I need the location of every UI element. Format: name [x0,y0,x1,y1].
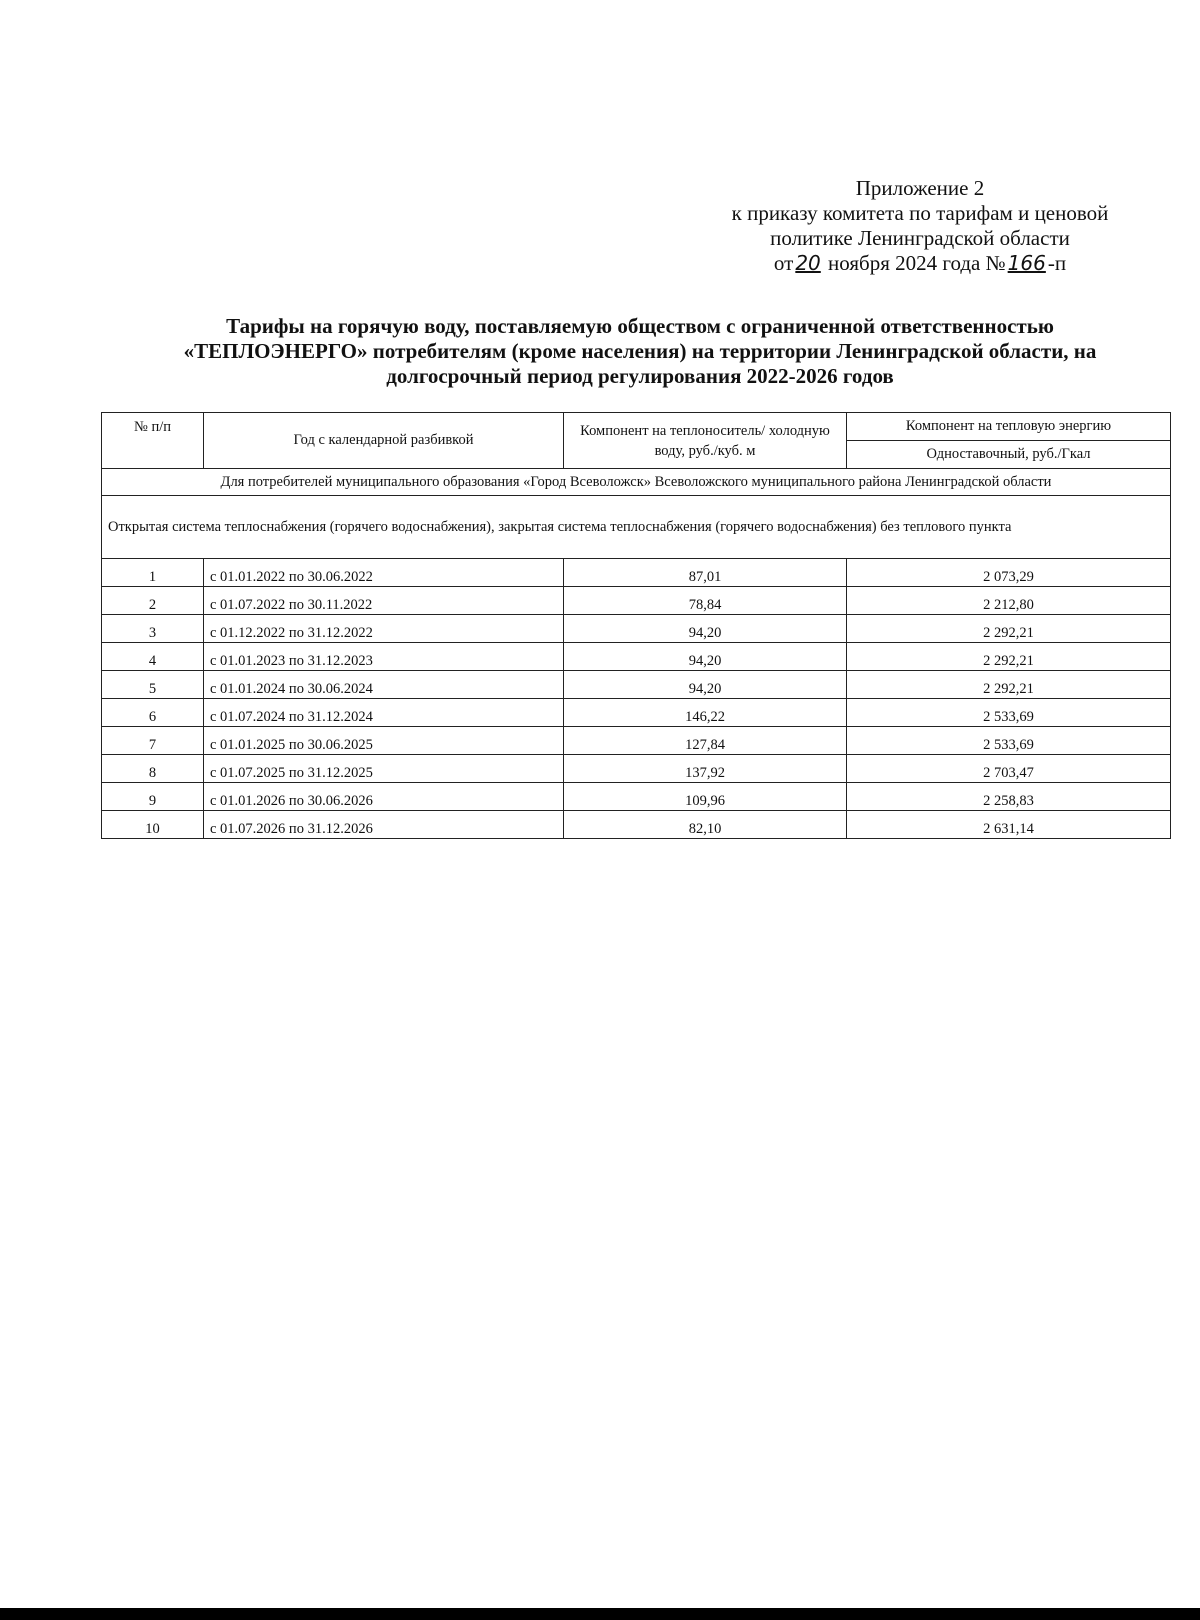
row-coolant-value: 146,22 [564,699,847,727]
row-period: с 01.01.2024 по 30.06.2024 [204,671,564,699]
table-header-row [102,413,1171,441]
table-row [102,643,1171,671]
row-period: с 01.01.2023 по 31.12.2023 [204,643,564,671]
row-heat-value: 2 533,69 [847,699,1171,727]
row-heat-value: 2 073,29 [847,559,1171,587]
row-period: с 01.07.2024 по 31.12.2024 [204,699,564,727]
row-heat-value: 2 533,69 [847,727,1171,755]
row-heat-value: 2 212,80 [847,587,1171,615]
header-heat-component: Компонент на тепловую энергию [847,413,1171,441]
row-heat-value: 2 258,83 [847,783,1171,811]
handwritten-number: 166 [1007,251,1046,275]
row-heat-value: 2 292,21 [847,643,1171,671]
document-title [100,314,1180,389]
row-number: 1 [102,559,204,587]
title-line-3: долгосрочный период регулирования 2022-2026 годов [386,364,894,388]
consumer-group-row [102,469,1171,496]
row-number: 9 [102,783,204,811]
row-coolant-value: 87,01 [564,559,847,587]
appendix-committee-line: политике Ленинградской области [770,226,1070,250]
row-heat-value: 2 292,21 [847,615,1171,643]
title-line-1: Тарифы на горячую воду, поставляемую обществом с ограниченной ответственностью [226,314,1054,338]
row-coolant-value: 94,20 [564,643,847,671]
table-row [102,727,1171,755]
row-period: с 01.01.2026 по 30.06.2026 [204,783,564,811]
row-period: с 01.01.2025 по 30.06.2025 [204,727,564,755]
header-coolant-component: Компонент на теплоноситель/ холодную воду, руб./куб. м [564,413,847,469]
row-coolant-value: 82,10 [564,811,847,839]
tariff-table [101,412,1171,839]
table-row [102,615,1171,643]
row-coolant-value: 109,96 [564,783,847,811]
header-heat-single-rate: Одноставочный, руб./Гкал [847,441,1171,469]
number-suffix: -п [1047,251,1067,275]
row-number: 5 [102,671,204,699]
row-number: 8 [102,755,204,783]
date-prefix: от [773,251,794,275]
appendix-order-line: к приказу комитета по тарифам и ценовой [731,201,1109,225]
header-year: Год с календарной разбивкой [204,413,564,469]
row-coolant-value: 78,84 [564,587,847,615]
date-middle: ноября 2024 года № [828,251,1006,275]
row-number: 4 [102,643,204,671]
scan-edge-bar [0,1608,1200,1620]
row-heat-value: 2 631,14 [847,811,1171,839]
tariff-rows [102,559,1171,839]
row-heat-value: 2 292,21 [847,671,1171,699]
row-period: с 01.07.2026 по 31.12.2026 [204,811,564,839]
row-coolant-value: 94,20 [564,671,847,699]
row-heat-value: 2 703,47 [847,755,1171,783]
row-period: с 01.07.2022 по 30.11.2022 [204,587,564,615]
row-coolant-value: 127,84 [564,727,847,755]
row-coolant-value: 137,92 [564,755,847,783]
row-number: 2 [102,587,204,615]
appendix-header [690,176,1150,276]
system-type-row [102,496,1171,559]
row-number: 7 [102,727,204,755]
row-number: 3 [102,615,204,643]
appendix-date-line [690,251,1150,276]
table-row [102,699,1171,727]
row-number: 10 [102,811,204,839]
row-period: с 01.01.2022 по 30.06.2022 [204,559,564,587]
header-number: № п/п [102,413,204,469]
handwritten-day: 20 [795,251,821,275]
row-coolant-value: 94,20 [564,615,847,643]
table-row [102,811,1171,839]
title-line-2: «ТЕПЛОЭНЕРГО» потребителям (кроме населения) на территории Ленинградской области, на [183,339,1097,363]
row-period: с 01.07.2025 по 31.12.2025 [204,755,564,783]
appendix-title: Приложение 2 [855,176,985,200]
table-row [102,559,1171,587]
table-row [102,783,1171,811]
row-period: с 01.12.2022 по 31.12.2022 [204,615,564,643]
consumer-group-label: Для потребителей муниципального образования «Город Всеволожск» Всеволожского муниципального района Ленинградской области [102,469,1171,496]
table-row [102,755,1171,783]
system-type-label: Открытая система теплоснабжения (горячего водоснабжения), закрытая система теплоснабжения (горячего водоснабжения) без теплового пункта [102,496,1171,559]
row-number: 6 [102,699,204,727]
table-row [102,671,1171,699]
table-row [102,587,1171,615]
